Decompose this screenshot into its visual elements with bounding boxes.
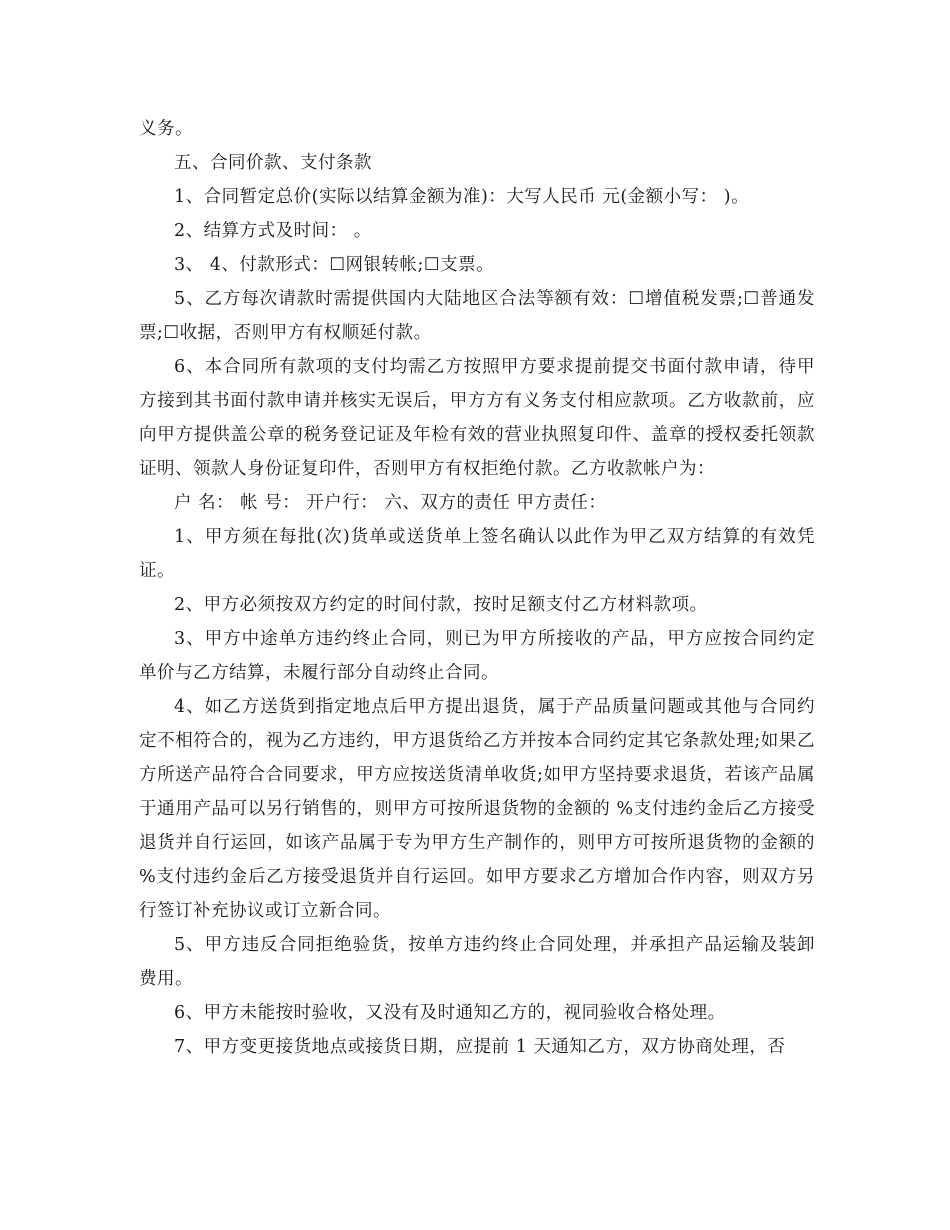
paragraph: 1、甲方须在每批(次)货单或送货单上签名确认以此作为甲乙双方结算的有效凭证。	[139, 527, 815, 581]
paragraph: 7、甲方变更接货地点或接货日期，应提前 1 天通知乙方，双方协商处理，否	[174, 1037, 786, 1057]
paragraph: 5、甲方违反合同拒绝验货，按单方违约终止合同处理，并承担产品运输及装卸费用。	[139, 935, 815, 989]
paragraph: 3、甲方中途单方违约终止合同，则已为甲方所接收的产品，甲方应按合同约定单价与乙方结算，未履行部分自动终止合同。	[139, 629, 815, 683]
paragraph: 户 名： 帐 号： 开户行： 六、双方的责任 甲方责任：	[174, 493, 607, 513]
paragraph: 3、 4、付款形式：☐网银转帐;☐支票。	[174, 255, 495, 275]
paragraph: 6、甲方未能按时验收，又没有及时通知乙方的，视同验收合格处理。	[174, 1003, 726, 1023]
paragraph: 2、甲方必须按双方约定的时间付款，按时足额支付乙方材料款项。	[174, 595, 708, 615]
paragraph: 2、结算方式及时间： 。	[174, 221, 372, 241]
paragraph: 义务。	[139, 119, 193, 139]
paragraph: 5、乙方每次请款时需提供国内大陆地区合法等额有效：☐增值税发票;☐普通发票;☐收据，否则甲方有权顺延付款。	[139, 289, 815, 343]
paragraph: 6、本合同所有款项的支付均需乙方按照甲方要求提前提交书面付款申请，待甲方接到其书面付款申请并核实无误后，甲方方有义务支付相应款项。乙方收款前，应向甲方提供盖公章的税务登记证及年检有效的营业执照复印件、盖章的授权委托领款证明、领款人身份证复印件，否则甲方有权拒绝付款。乙方收款帐户为：	[139, 357, 815, 479]
paragraph: 4、如乙方送货到指定地点后甲方提出退货，属于产品质量问题或其他与合同约定不相符合的，视为乙方违约，甲方退货给乙方并按本合同约定其它条款处理;如果乙方所送产品符合合同要求，甲方应按送货清单收货;如甲方坚持要求退货，若该产品属于通用产品可以另行销售的，则甲方可按所退货物的金额的 %支付违约金后乙方接受退货并自行运回，如该产品属于专为甲方生产制作的，则甲方可按所退货物的金额的 %支付违约金后乙方接受退货并自行运回。如甲方要求乙方增加合作内容，则双方另行签订补充协议或订立新合同。	[139, 697, 815, 921]
section-heading: 五、合同价款、支付条款	[174, 153, 372, 173]
document-body	[139, 112, 815, 1064]
paragraph: 1、合同暂定总价(实际以结算金额为准)：大写人民币 元(金额小写： )。	[174, 187, 750, 207]
